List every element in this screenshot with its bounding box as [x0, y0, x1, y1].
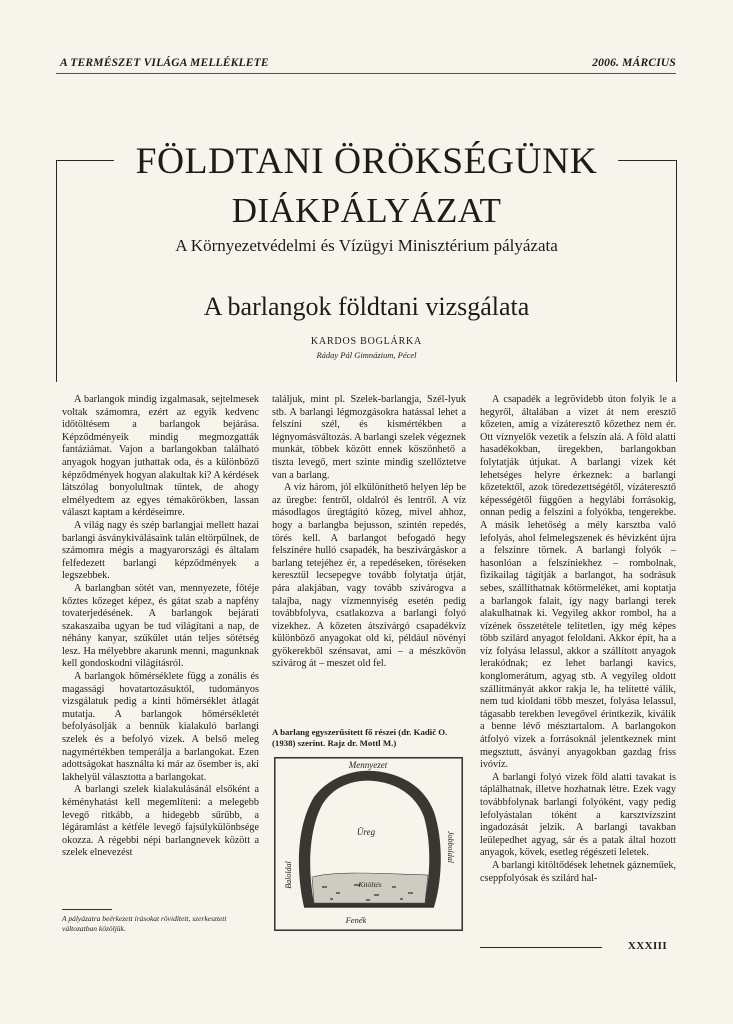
text-column-3: [480, 394, 676, 885]
page-number-rule: [480, 947, 602, 948]
label-right: Jobboldal: [446, 831, 455, 863]
paragraph: A csapadék a legrövidebb úton folyik le a hegyről, általában a vizet át nem eresztő kőzeten, amíg a vízáteresztő kőzethez nem ér. Ott víznyelők vezetik a felszín alá. A föld alatti hasadékokban, üregekben, barlangokban folytatják útjukat. A barlangi vizek két lehetséges helyre érkeznek: a barlangi kőzetektől, azok töredezettségétől, vízáteresztő képességétől függően a hegylábi forrásokig, onnan pedig a felszíni a folyókba, tengerekbe. A másik lehetőség a mély karsztba való lefolyás, ahol felmelegszenek és hévizként újra a felszínre törnek. A barlangi folyók – hasonlóan a felszíniekhez – rombolnak, fizikailag tágítják a barlangot, ha sodrásuk sebes, szállíthatnak kőtörmeléket, ami koptatja a barlangok falait, így nagy barlangi terek alakulhatnak ki. Vegyileg akkor rombol, ha a vízének összetétele telítetlen, így még képes több szilárd anyagot feloldani. Akkor épít, ha a víz folyása lelassul, akkor a szállított anyagok lerakódnak; ez lehet barlangi kavics, konglomerátum, agyag stb. A vegyileg oldott szállítmányát akkor rakja le, ha telítetté válik, nem tud kioldani több meszet, folyása lelassul, tágasabb terekben levegővel érintkezik, kiválik a benne lévő mésztartalom. A barlangokon átfolyó vizek a forrásoknál jelentkeznek mint megsztutt, ásványi anyagokban gazdag friss ivóvíz.: [480, 394, 676, 771]
label-top: Mennyezet: [348, 760, 388, 770]
paragraph: A barlangban sötét van, mennyezete, főtéje kőztes kőzeget képez, és gátat szab a napfény tovaterjedésének. A barlangok bejárati szakaszaiba ugyan be tud világítani a nap, de néhány kanyar, szűkület után teljes sötétség lesz. Ha mélyebbre akarunk menni, magunknak kell gondoskodni világításról.: [62, 582, 259, 670]
paragraph: A barlangok mindig izgalmasak, sejtelmesek voltak számomra, ezért az egyik kedvenc időtöltésem a barlangok bejárása. Képződményeik mindig megmozgatták fantáziámat. Vajon a barlangokban található anyagok hogyan juthattak oda, és a különböző képződmények hogyan alakultak ki? A kérdések látszólag bonyolultnak tűntek, de ahogy elmélyedtem az egyes témakörökben, lassan választ kaptam a kérdéseimre.: [62, 394, 259, 519]
author-affiliation: Ráday Pál Gimnázium, Pécel: [316, 350, 417, 360]
running-header-right: 2006. MÁRCIUS: [592, 57, 676, 69]
ministry-subtitle: A Környezetvédelmi és Vízügyi Minisztérium pályázata: [175, 236, 558, 255]
paragraph: A barlangi kitöltődések lehetnek gázneműek, cseppfolyósak és szilárd hal-: [480, 859, 676, 884]
text-column-1: [62, 394, 259, 860]
paragraph: A víz három, jól elkülöníthető helyen lép be az üregbe: fentről, oldalról és lentről. A víz másodlagos üregtágító közeg, mivel ahhoz, hogy a barlangba bejusson, szintén repedés, törés kell. A barlangot befogadó hegy felszínére hulló csapadék, ha beszivárgáskor a barlang tetejéhez ér, a repedéseken, töréseken keresztül lecsepegve tovább folytatja útját, pára alakjában, vagy tovább szivárogva a talajba, nagy vízmennyiség esetén pedig továbbfolyva, csatlakozva a barlangi folyó vizekhez. A kőzeten átszivárgó csapadékvíz különböző anyagokat old ki, például növényi gyökerekből szénsavat, ami – a mészkövön szivárog át – meszet old fel.: [272, 482, 466, 670]
running-header-left: A TERMÉSZET VILÁGA MELLÉKLETE: [60, 57, 269, 69]
label-floor-fill: Kitöltés: [358, 880, 382, 889]
page-number: XXXIII: [627, 940, 667, 952]
label-left: Baloldal: [284, 861, 293, 889]
paragraph: A barlangi folyó vizek föld alatti tavakat is táplálhatnak, illetve hozhatnak létre. Ezek vagy továbbfolynak barlangi folyóként, vagy pedig lefolyástalan tóként a karsztvízszint ingadozását jelzik. A barlangi tavakban leülepedhet agyag, sár és a patak által hozott anyagok, kövek, esetleg régészeti leletek.: [480, 771, 676, 859]
frame-right-vertical: [676, 160, 677, 382]
footnote-rule: [62, 909, 112, 910]
paragraph: A világ nagy és szép barlangjai mellett hazai barlangi ásványkiválásaink talán eltörpülnek, de számomra mégis a magyarországi és általam felfedezett barlangi képződmények a legszebbek.: [62, 519, 259, 582]
author-name: KARDOS BOGLÁRKA: [310, 336, 423, 347]
label-center: Üreg: [356, 827, 376, 837]
figure-caption: A barlang egyszerűsített fő részei (dr. Kadič O. (1938) szerint. Rajz dr. Mottl M.): [272, 727, 448, 748]
masthead-subtitle-title: DIÁKPÁLYÁZAT: [231, 191, 502, 230]
frame-left-vertical: [56, 160, 57, 382]
cave-cross-section-figure: [274, 757, 463, 931]
header-rule: [56, 73, 676, 74]
footnote: A pályázatra beérkezett írásokat rövidített, szerkesztett változatban közöljük.: [62, 914, 227, 933]
paragraph: A barlangok hőmérséklete függ a zonális és magassági hovatartozásuktól, tudományos vizsgálatuk pedig a kinti hőmérséklet átlagát mutatja. A barlangok hőmérsékletét befolyásolják a bennük kialakuló barlangi szelek és a befolyó vizek. A belső meleg nagymértékben temperálja a barlangokat. Ezen adottságokat használta ki már az ősember is, aki lakhelyül választotta a barlangokat.: [62, 671, 259, 783]
paragraph: találjuk, mint pl. Szelek-barlangja, Szél-lyuk stb. A barlangi légmozgásokra hatással lehet a felszíni szél, és kismértékben a légnyomásváltozás. A barlangi szelek végeznek munkát, többek között ennek köszönhető a tiszta levegő, mert szinte mindig szellőztetve van a barlang.: [272, 394, 466, 481]
label-bottom: Fenék: [345, 915, 367, 925]
text-column-2: [272, 394, 466, 671]
paragraph: A barlangi szelek kialakulásánál elsőként a kéményhatást kell megemlíteni: a melegebb levegő ritkább, a hidegebb sűrűbb, a légáramlást a kétféle levegő fajsúlykülönbsége okozza. A régebbi népi barlangnevek között a szelek elnevezést: [62, 784, 259, 859]
masthead-title: FÖLDTANI ÖRÖKSÉGÜNK: [135, 141, 598, 182]
article-title: A barlangok földtani vizsgálata: [203, 292, 530, 321]
